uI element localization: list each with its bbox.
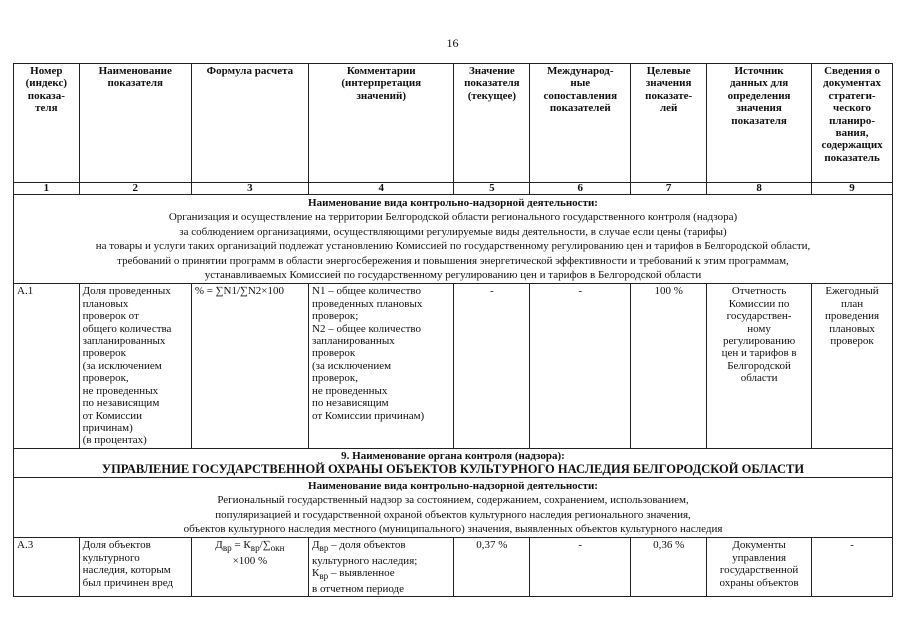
- header-comment: Комментарии (интерпретация значений): [309, 64, 454, 183]
- formula-subscript: вр: [222, 543, 232, 554]
- column-number: 1: [14, 183, 80, 195]
- row-documents: -: [812, 538, 893, 597]
- row-index: А.3: [14, 538, 80, 597]
- table-row: [14, 538, 893, 597]
- row-international: -: [530, 284, 631, 448]
- indicators-table: [13, 63, 893, 597]
- section-heading: Наименование вида контрольно-надзорной деятельности:: [308, 479, 598, 492]
- header-target: Целевые значения показате- лей: [631, 64, 707, 183]
- formula-part: Д: [215, 539, 223, 552]
- row-formula: [191, 538, 308, 597]
- section-text: Региональный государственный надзор за состоянием, содержанием, сохранением, использованием, популяризацией и государственной охраной объектов культурного наследия регионального значения, объектов культурного наследия местного (муниципального) значения, выявленных объектов культурного наследия: [183, 494, 723, 535]
- comment-subscript: вр: [319, 571, 329, 582]
- comment-text: – выявленное в отчетном периоде: [312, 567, 405, 595]
- row-target: 100 %: [631, 284, 707, 448]
- row-name: Доля проведенных плановых проверок от общего количества запланированных проверок (за исключением проверок, не проведенных по независящим от Комиссии причинам) (в процентах): [79, 284, 191, 448]
- row-comment: N1 – общее количество проведенных плановых проверок; N2 – общее количество запланированных проверок (за исключением проверок, не проведенных по независящим от Комиссии причинам): [309, 284, 454, 448]
- comment-symbol: Д: [312, 539, 320, 552]
- column-number: 2: [79, 183, 191, 195]
- table-row: [14, 284, 893, 448]
- comment-text: – доля объектов культурного наследия;: [312, 539, 418, 567]
- section-row: [14, 195, 893, 284]
- section-heading: Наименование вида контрольно-надзорной деятельности:: [308, 197, 598, 209]
- row-current: -: [454, 284, 530, 448]
- authority-name: УПРАВЛЕНИЕ ГОСУДАРСТВЕННОЙ ОХРАНЫ ОБЪЕКТОВ КУЛЬТУРНОГО НАСЛЕДИЯ БЕЛГОРОДСКОЙ ОБЛАСТИ: [101, 461, 805, 476]
- row-comment: [309, 538, 454, 597]
- header-name: Наименование показателя: [79, 64, 191, 183]
- header-international: Международ- ные сопоставления показателей: [530, 64, 631, 183]
- column-number: 9: [812, 183, 893, 195]
- row-current: 0,37 %: [454, 538, 530, 597]
- page-number: 16: [446, 36, 459, 50]
- row-source: Отчетность Комиссии по государствен- ному регулированию цен и тарифов в Белгородской области: [707, 284, 812, 448]
- header-documents: Сведения о документах стратеги- ческого планиро- вания, содержащих показатель: [812, 64, 893, 183]
- formula-part: ×100 %: [232, 554, 268, 567]
- row-formula: % = ∑N1/∑N2×100: [191, 284, 308, 448]
- row-international: -: [530, 538, 631, 597]
- formula-subscript: вр: [250, 543, 260, 554]
- header-current: Значение показателя (текущее): [454, 64, 530, 183]
- comment-subscript: вр: [319, 543, 329, 554]
- section-activity-2: [14, 477, 893, 538]
- section-row: [14, 477, 893, 538]
- header-row: [14, 64, 893, 183]
- column-number: 4: [309, 183, 454, 195]
- column-number: 5: [454, 183, 530, 195]
- column-number: 8: [707, 183, 812, 195]
- header-source: Источник данных для определения значения показателя: [707, 64, 812, 183]
- section-row: [14, 448, 893, 477]
- authority-title: 9. Наименование органа контроля (надзора):: [341, 449, 565, 462]
- section-activity-1: [14, 195, 893, 284]
- formula-subscript: окн: [270, 543, 285, 554]
- column-number-row: [14, 183, 893, 195]
- header-index: Номер (индекс) показа- теля: [14, 64, 80, 183]
- header-formula: Формула расчета: [191, 64, 308, 183]
- section-authority-9: [14, 448, 893, 477]
- column-number: 7: [631, 183, 707, 195]
- row-source: Документы управления государственной охраны объектов: [707, 538, 812, 597]
- row-target: 0,36 %: [631, 538, 707, 597]
- formula-part: = К: [231, 539, 251, 552]
- column-number: 6: [530, 183, 631, 195]
- row-index: А.1: [14, 284, 80, 448]
- section-text: Организация и осуществление на территории Белгородской области регионального государственного контроля (надзора) за соблюдением организациями, осуществляющими регулируемые виды деятельности, в случае если цены (тарифы) на товары и услуги таких организаций подлежат установлению Комиссией по государственному регулированию цен и тарифов в Белгородской области, требований о принятии программ в области энергосбережения и повышения энергетической эффективности и требований к этим программам, устанавливаемых Комиссией по государственному регулированию цен и тарифов в Белгородской области: [95, 211, 811, 282]
- column-number: 3: [191, 183, 308, 195]
- comment-symbol: К: [312, 567, 320, 580]
- row-documents: Ежегодный план проведения плановых проверок: [812, 284, 893, 448]
- formula-part: /∑: [259, 539, 271, 552]
- row-name: Доля объектов культурного наследия, которым был причинен вред: [79, 538, 191, 597]
